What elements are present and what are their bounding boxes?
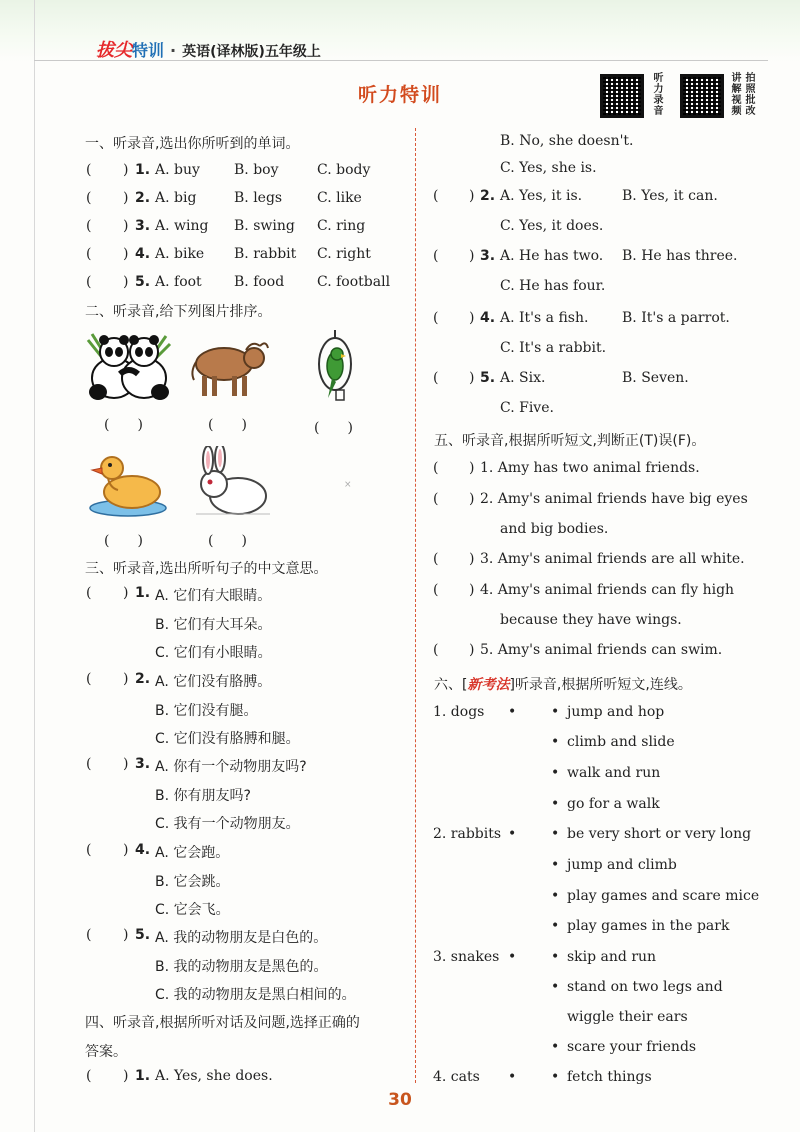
option-b: B. 你有朋友吗?	[155, 788, 251, 804]
option-a: A. 你有一个动物朋友吗?	[155, 759, 307, 775]
brand-dot: ·	[170, 41, 177, 60]
answer-paren-close: )	[469, 460, 475, 476]
margin-line	[34, 0, 35, 1132]
section-3-title: 三、听录音,选出所听句子的中文意思。	[85, 561, 328, 577]
tf-statement: 5. Amy's animal friends can swim.	[480, 642, 723, 658]
match-right-item: jump and climb	[567, 857, 677, 873]
option-b: B. Yes, it can.	[622, 188, 718, 204]
answer-paren-open[interactable]: (	[433, 642, 439, 658]
answer-paren-open[interactable]: (	[86, 274, 92, 290]
answer-paren-open[interactable]: (	[86, 218, 92, 234]
match-right-item: stand on two legs and	[567, 979, 723, 995]
question-number: 3.	[135, 756, 151, 772]
answer-paren-open[interactable]: (	[86, 246, 92, 262]
question-number: 2.	[135, 190, 151, 206]
answer-paren-open[interactable]: (	[433, 248, 439, 264]
brand-red: 拔尖	[96, 40, 132, 61]
option-c: C. right	[317, 246, 371, 262]
option-b: B. It's a parrot.	[622, 310, 730, 326]
qr-video-label: 讲解视频	[729, 72, 740, 116]
answer-paren-close: )	[123, 671, 129, 687]
match-dot-left[interactable]: •	[508, 949, 517, 965]
tf-statement: 2. Amy's animal friends have big eyes	[480, 491, 748, 507]
page-number: 30	[388, 1090, 412, 1110]
option-a: A. foot	[155, 274, 202, 290]
picture-paren-2[interactable]: ( )	[208, 417, 247, 433]
option-b: B. 它们没有腿。	[155, 703, 258, 719]
option-b: B. boy	[234, 162, 279, 178]
match-right-item: skip and run	[567, 949, 657, 965]
header-rule	[34, 60, 768, 61]
answer-paren-open[interactable]: (	[86, 927, 92, 943]
stray-mark: ×	[344, 480, 352, 490]
answer-paren-open[interactable]: (	[433, 188, 439, 204]
answer-paren-open[interactable]: (	[86, 190, 92, 206]
option-c: C. 它们有小眼睛。	[155, 645, 272, 661]
section-6-prefix: 六、	[434, 677, 462, 693]
match-dot-right[interactable]: •	[551, 918, 560, 934]
answer-paren-close: )	[469, 551, 475, 567]
match-dot-right[interactable]: •	[551, 704, 560, 720]
qr-code-audio[interactable]	[600, 74, 644, 118]
option-b: B. rabbit	[234, 246, 297, 262]
tf-statement: 1. Amy has two animal friends.	[480, 460, 700, 476]
question-number: 4.	[135, 842, 151, 858]
question-number: 1.	[135, 1068, 151, 1084]
answer-paren-open[interactable]: (	[86, 585, 92, 601]
picture-paren-5[interactable]: ( )	[208, 533, 247, 549]
question-number: 2.	[135, 671, 151, 687]
answer-paren-open[interactable]: (	[86, 842, 92, 858]
option-b: B. food	[234, 274, 285, 290]
question-number: 5.	[135, 274, 151, 290]
option-a: A. buy	[155, 162, 200, 178]
question-number: 4.	[480, 310, 496, 326]
option-a: A. bike	[155, 246, 205, 262]
answer-paren-close: )	[469, 248, 475, 264]
match-left-item: 4. cats	[433, 1069, 480, 1085]
option-b: B. Seven.	[622, 370, 689, 386]
section-6-text: 听录音,根据所听短文,连线。	[514, 677, 692, 693]
match-dot-right[interactable]: •	[551, 949, 560, 965]
section-6-title: 六、[新考法]听录音,根据所听短文,连线。	[434, 677, 692, 693]
option-b: B. legs	[234, 190, 283, 206]
section-1-title: 一、听录音,选出你所听到的单词。	[85, 136, 300, 152]
brand-blue: 特训	[132, 41, 165, 60]
answer-paren-close: )	[469, 188, 475, 204]
option-a: A. Yes, it is.	[500, 188, 583, 204]
answer-paren-open[interactable]: (	[433, 551, 439, 567]
match-dot-right[interactable]: •	[551, 1069, 560, 1085]
question-number: 1.	[135, 585, 151, 601]
answer-paren-close: )	[469, 310, 475, 326]
answer-paren-open[interactable]: (	[433, 310, 439, 326]
answer-paren-close: )	[123, 585, 129, 601]
qr-code-video[interactable]	[680, 74, 724, 118]
answer-paren-open[interactable]: (	[86, 756, 92, 772]
picture-paren-1[interactable]: ( )	[104, 417, 143, 433]
answer-paren-close: )	[123, 927, 129, 943]
picture-paren-4[interactable]: ( )	[104, 533, 143, 549]
question-number: 3.	[135, 218, 151, 234]
option-c: C. He has four.	[500, 278, 606, 294]
option-a: A. Yes, she does.	[155, 1068, 273, 1084]
option-c: C. 我的动物朋友是黑白相间的。	[155, 987, 356, 1003]
question-number: 2.	[480, 188, 496, 204]
option-a: A. 它会跑。	[155, 845, 230, 861]
option-a: A. 我的动物朋友是白色的。	[155, 930, 328, 946]
option-a: A. 它们没有胳膊。	[155, 674, 272, 690]
question-number: 4.	[135, 246, 151, 262]
option-c: C. ring	[317, 218, 366, 234]
option-a: A. wing	[155, 218, 209, 234]
option-b: B. He has three.	[622, 248, 738, 264]
match-dot-right[interactable]: •	[551, 734, 560, 750]
match-left-item: 3. snakes	[433, 949, 500, 965]
answer-paren-open[interactable]: (	[86, 1068, 92, 1084]
answer-paren-close: )	[123, 756, 129, 772]
option-a: A. big	[155, 190, 197, 206]
duck-picture	[88, 448, 170, 520]
rabbit-picture	[190, 446, 272, 520]
buffalo-picture	[188, 336, 270, 400]
question-number: 3.	[480, 248, 496, 264]
option-c: C. like	[317, 190, 362, 206]
answer-paren-close: )	[469, 582, 475, 598]
match-dot-right[interactable]: •	[551, 857, 560, 873]
option-b: B. No, she doesn't.	[500, 133, 634, 149]
match-dot-left[interactable]: •	[508, 704, 517, 720]
option-b: B. 它们有大耳朵。	[155, 617, 272, 633]
tf-statement-cont: and big bodies.	[500, 521, 609, 537]
match-right-item: wiggle their ears	[567, 1009, 688, 1025]
match-right-item: go for a walk	[567, 796, 660, 812]
qr-photo-label: 拍照批改	[743, 72, 754, 116]
option-b: B. 我的动物朋友是黑色的。	[155, 959, 328, 975]
answer-paren-close: )	[123, 246, 129, 262]
answer-paren-close: )	[469, 491, 475, 507]
match-right-item: fetch things	[567, 1069, 652, 1085]
option-a: A. 它们有大眼睛。	[155, 588, 272, 604]
match-dot-right[interactable]: •	[551, 765, 560, 781]
answer-paren-close: )	[469, 642, 475, 658]
answer-paren-open[interactable]: (	[433, 582, 439, 598]
match-right-item: walk and run	[567, 765, 661, 781]
option-c: C. football	[317, 274, 391, 290]
match-dot-right[interactable]: •	[551, 979, 560, 995]
option-c: C. 它们没有胳膊和腿。	[155, 731, 300, 747]
option-c: C. 我有一个动物朋友。	[155, 816, 300, 832]
option-c: C. body	[317, 162, 371, 178]
new-question-tag: 新考法	[467, 677, 510, 693]
match-right-item: climb and slide	[567, 734, 675, 750]
match-dot-right[interactable]: •	[551, 1039, 560, 1055]
page-title: 听力特训	[357, 84, 442, 106]
parrot-picture	[310, 328, 360, 408]
answer-paren-close: )	[123, 274, 129, 290]
tf-statement: 3. Amy's animal friends are all white.	[480, 551, 745, 567]
tf-statement-cont: because they have wings.	[500, 612, 682, 628]
section-4-title-line2: 答案。	[85, 1044, 127, 1060]
option-c: C. It's a rabbit.	[500, 340, 607, 356]
section-2-title: 二、听录音,给下列图片排序。	[85, 304, 272, 320]
question-number: 1.	[135, 162, 151, 178]
match-right-item: scare your friends	[567, 1039, 697, 1055]
option-c: C. 它会飞。	[155, 902, 230, 918]
match-dot-left[interactable]: •	[508, 1069, 517, 1085]
match-left-item: 1. dogs	[433, 704, 485, 720]
qr-audio-label: 听力录音	[651, 72, 662, 116]
match-right-item: play games in the park	[567, 918, 730, 934]
option-b: B. 它会跳。	[155, 874, 230, 890]
match-right-item: jump and hop	[567, 704, 665, 720]
option-c: C. Five.	[500, 400, 554, 416]
answer-paren-close: )	[123, 842, 129, 858]
answer-paren-open[interactable]: (	[433, 370, 439, 386]
column-divider	[415, 128, 416, 1083]
answer-paren-close: )	[123, 190, 129, 206]
section-4-title-line1: 四、听录音,根据所听对话及问题,选择正确的	[85, 1015, 360, 1031]
answer-paren-open[interactable]: (	[433, 491, 439, 507]
answer-paren-close: )	[123, 218, 129, 234]
option-a: A. Six.	[500, 370, 546, 386]
panda-picture	[84, 330, 174, 402]
option-b: B. swing	[234, 218, 295, 234]
question-number: 5.	[135, 927, 151, 943]
match-right-item: play games and scare mice	[567, 888, 760, 904]
answer-paren-close: )	[469, 370, 475, 386]
answer-paren-close: )	[123, 162, 129, 178]
answer-paren-open[interactable]: (	[86, 162, 92, 178]
book-brand	[96, 36, 321, 62]
match-dot-left[interactable]: •	[508, 826, 517, 842]
option-c: C. Yes, she is.	[500, 160, 597, 176]
section-5-title: 五、听录音,根据所听短文,判断正(T)误(F)。	[434, 433, 706, 449]
question-number: 5.	[480, 370, 496, 386]
book-subtitle: 英语(译林版)五年级上	[182, 44, 321, 60]
option-a: A. It's a fish.	[500, 310, 589, 326]
tf-statement: 4. Amy's animal friends can fly high	[480, 582, 735, 598]
match-left-item: 2. rabbits	[433, 826, 502, 842]
answer-paren-open[interactable]: (	[433, 460, 439, 476]
match-right-item: be very short or very long	[567, 826, 752, 842]
match-dot-right[interactable]: •	[551, 826, 560, 842]
match-dot-right[interactable]: •	[551, 796, 560, 812]
match-dot-right[interactable]: •	[551, 888, 560, 904]
answer-paren-open[interactable]: (	[86, 671, 92, 687]
answer-paren-close: )	[123, 1068, 129, 1084]
option-c: C. Yes, it does.	[500, 218, 604, 234]
picture-paren-3[interactable]: ( )	[314, 420, 353, 436]
option-a: A. He has two.	[500, 248, 604, 264]
